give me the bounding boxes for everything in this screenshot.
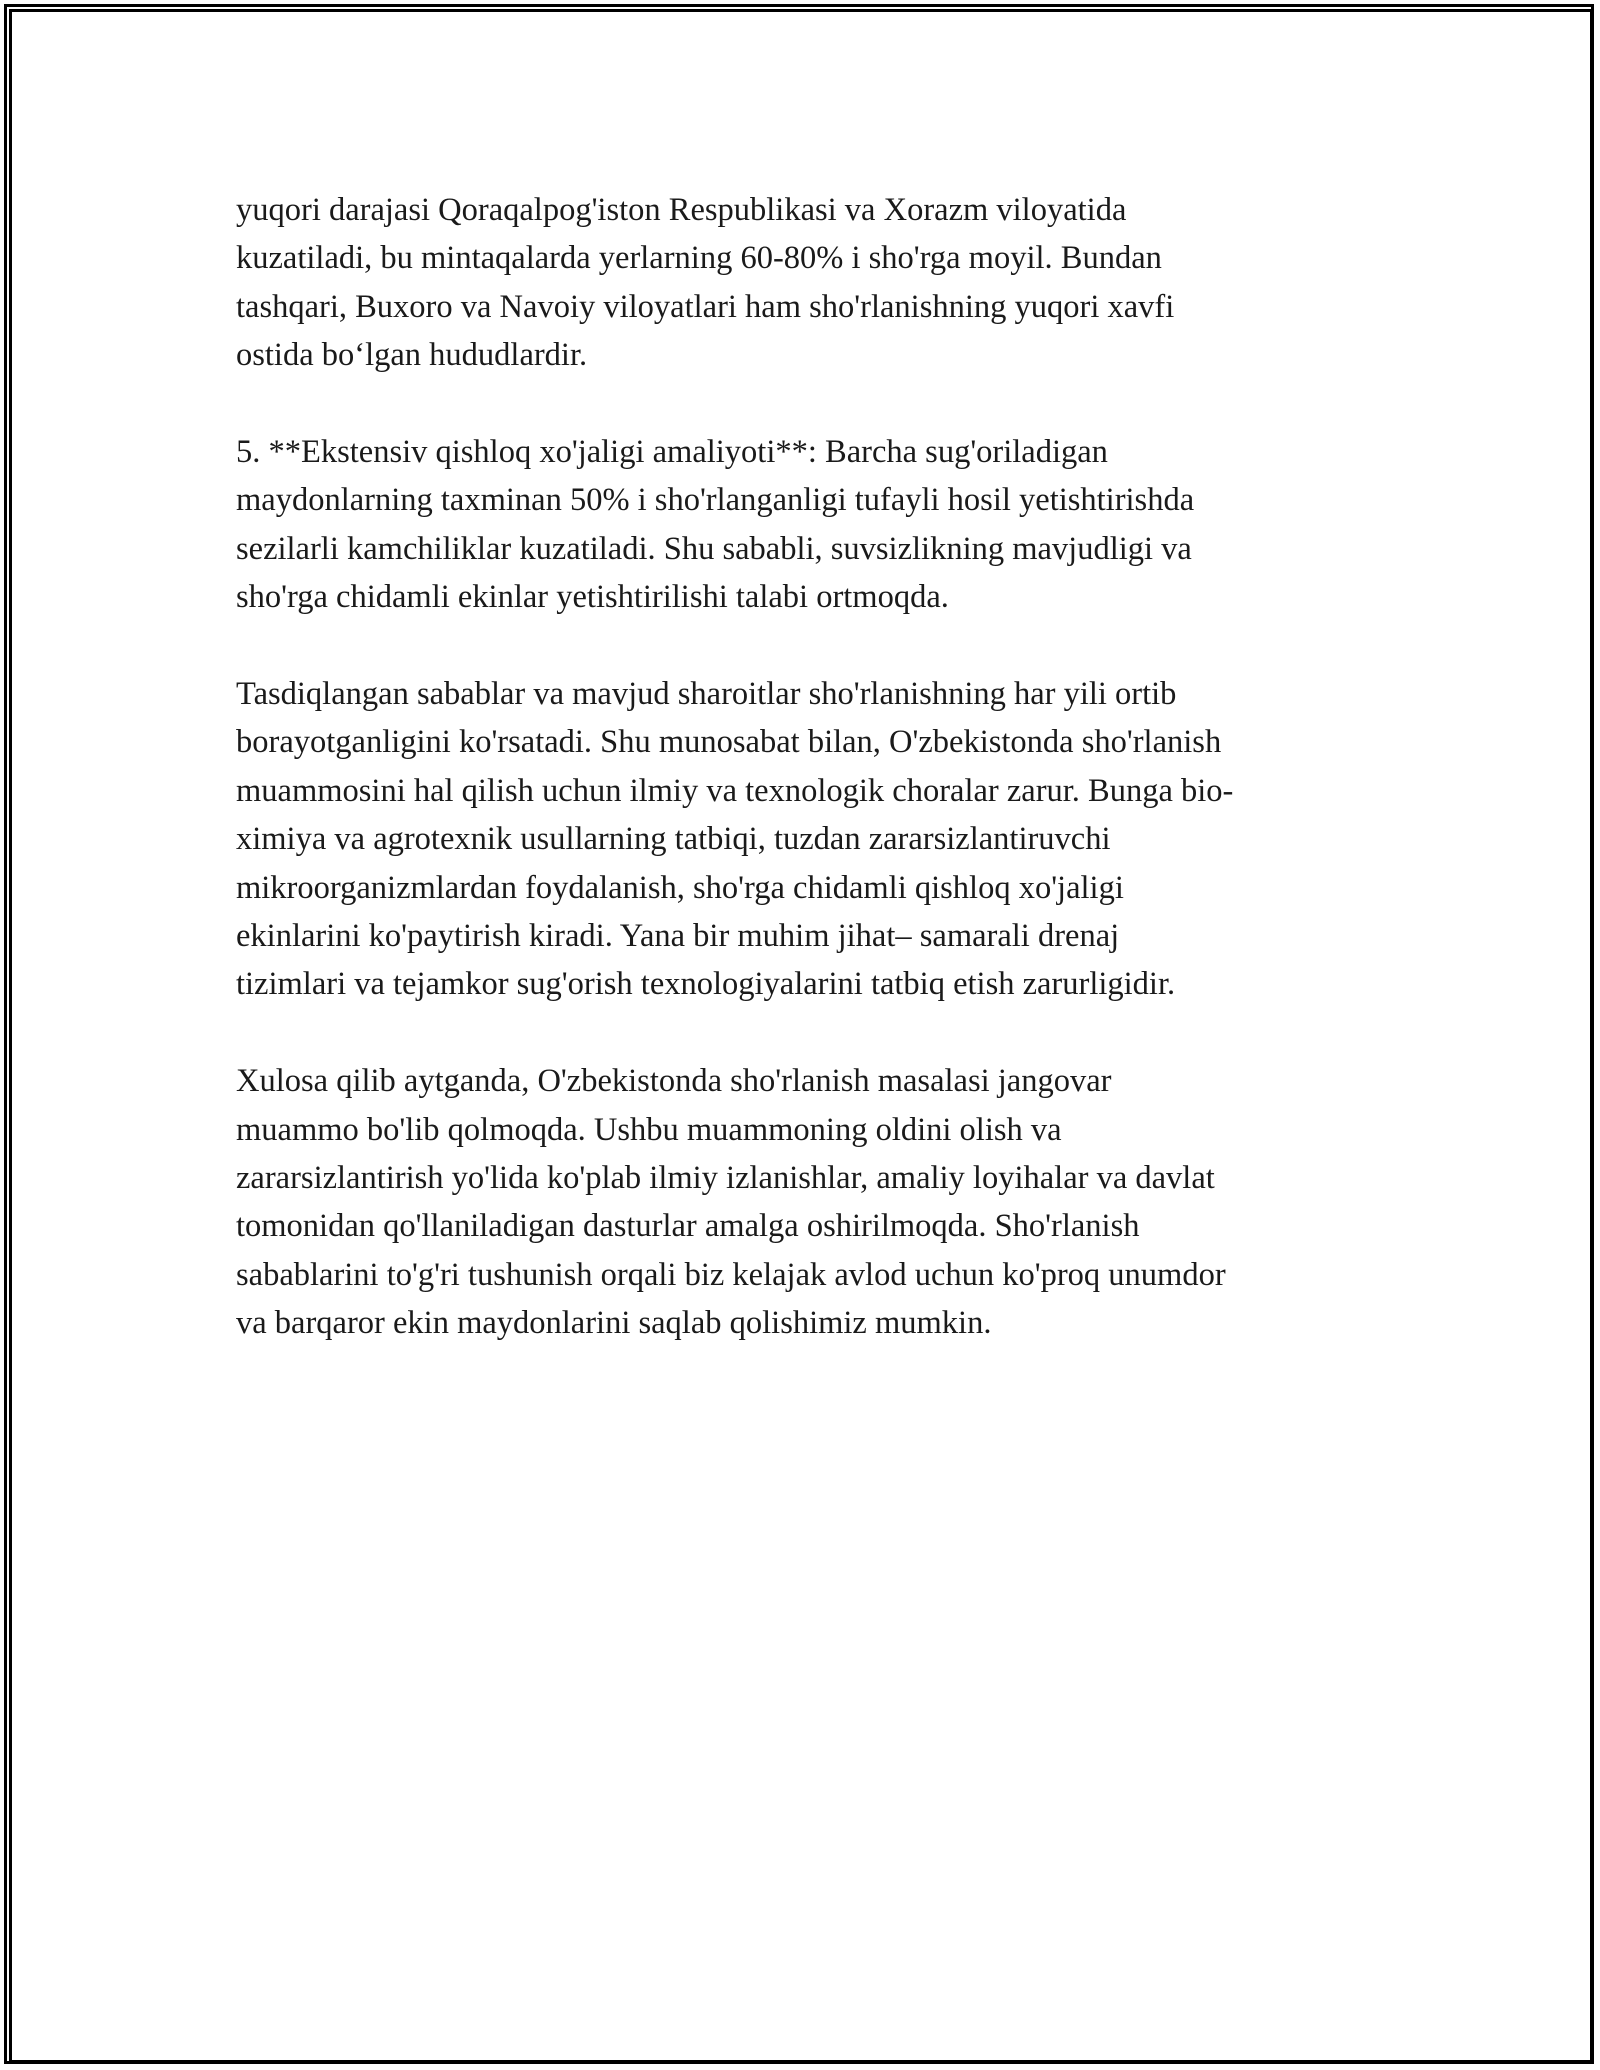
document-body xyxy=(236,186,1376,1396)
paragraph-measures: Tasdiqlangan sabablar va mavjud sharoitlar sho'rlanishning har yili ortib borayotganligini ko'rsatadi. Shu munosabat bilan, O'zbekistonda sho'rlanish muammosini hal qilish uchun ilmiy va texnologik choralar zarur. Bunga bio- ximiya va agrotexnik usullarning tatbiqi, tuzdan zararsizlantiruvchi mikroorganizmlardan foydalanish, sho'rga chidamli qishloq xo'jaligi ekinlarini ko'paytirish kiradi. Yana bir muhim jihat– samarali drenaj tizimlari va tejamkor sug'orish texnologiyalarini tatbiq etish zarurligidir. xyxy=(236,676,1234,1003)
paragraph-conclusion: Xulosa qilib aytganda, O'zbekistonda sho'rlanish masalasi jangovar muammo bo'lib qolmoqda. Ushbu muammoning oldini olish va zararsizlantirish yo'lida ko'plab ilmiy izlanishlar, amaliy loyihalar va davlat tomonidan qo'llaniladigan dasturlar amalga oshirilmoqda. Sho'rlanish sabablarini to'g'ri tushunish orqali biz kelajak avlod uchun ko'proq unumdor va barqaror ekin maydonlarini saqlab qolishimiz mumkin. xyxy=(236,1063,1226,1342)
paragraph-salinity-regions: yuqori darajasi Qoraqalpog'iston Respublikasi va Xorazm viloyatida kuzatiladi, bu mintaqalarda yerlarning 60-80% i sho'rga moyil. Bundan tashqari, Buxoro va Navoiy viloyatlari ham sho'rlanishning yuqori xavfi ostida bo‘lgan hududlardir. xyxy=(236,192,1175,374)
paragraph-extensive-agriculture: 5. **Ekstensiv qishloq xo'jaligi amaliyoti**: Barcha sug'oriladigan maydonlarning taxminan 50% i sho'rlanganligi tufayli hosil yetishtirishda sezilarli kamchiliklar kuzatiladi. Shu sababli, suvsizlikning mavjudligi va sho'rga chidamli ekinlar yetishtirilishi talabi ortmoqda. xyxy=(236,434,1195,616)
